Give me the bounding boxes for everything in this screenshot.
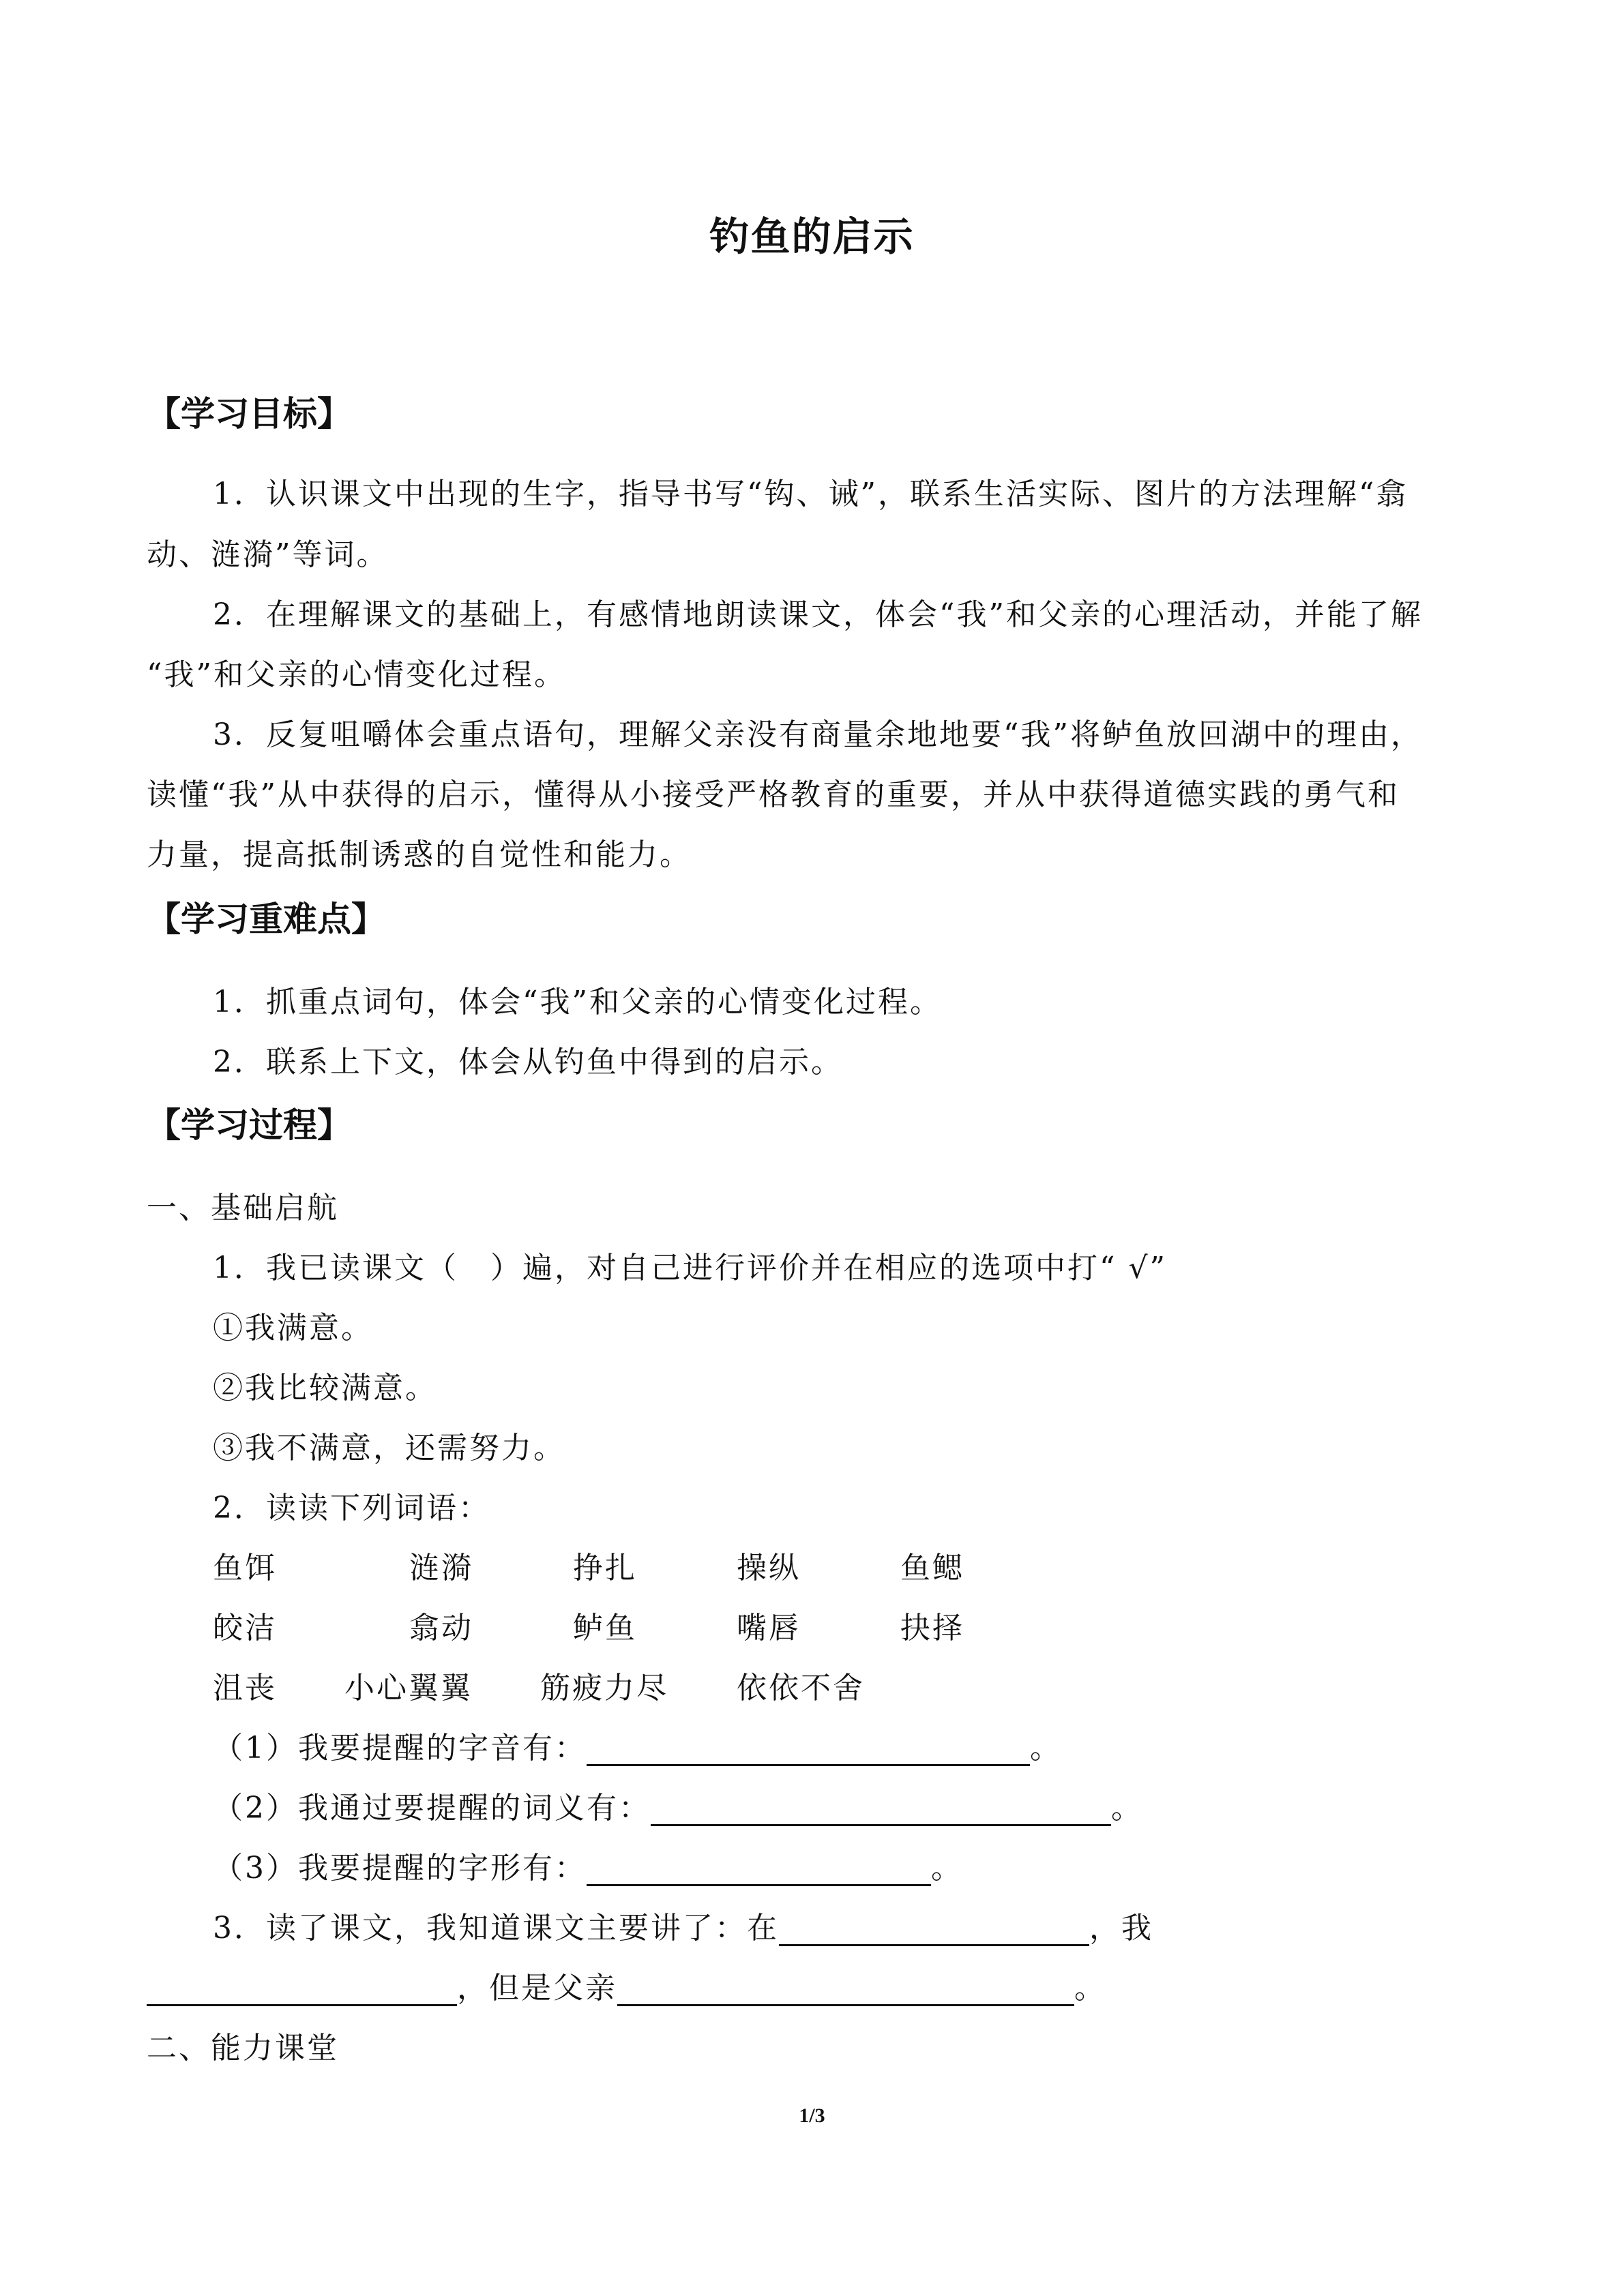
question-3-text: ，但是父亲 — [457, 1971, 617, 2006]
key-point-line: 1．抓重点词句，体会“我”和父亲的心情变化过程。 — [213, 985, 942, 1019]
vocab-word: 抉择 — [900, 1611, 964, 1645]
answer-blank[interactable] — [617, 1974, 1074, 2006]
period: 。 — [1074, 1971, 1106, 2006]
goals-heading: 【学习目标】 — [147, 394, 351, 434]
period: 。 — [1030, 1731, 1062, 1765]
vocab-word: 小心翼翼 — [344, 1671, 473, 1705]
answer-blank[interactable] — [587, 1734, 1030, 1766]
vocab-word: 依依不舍 — [737, 1671, 865, 1705]
vocab-word: 操纵 — [737, 1551, 801, 1585]
vocab-word: 沮丧 — [213, 1671, 277, 1705]
vocab-word: 涟漪 — [409, 1551, 473, 1585]
question-1: 1．我已读课文（ ）遍，对自己进行评价并在相应的选项中打“ √” — [213, 1251, 1168, 1285]
period: 。 — [931, 1851, 963, 1885]
vocab-word: 鱼鳃 — [900, 1551, 964, 1585]
key-point-line: 2．联系上下文，体会从钓鱼中得到的启示。 — [213, 1045, 843, 1079]
goal-line: 3．反复咀嚼体会重点语句，理解父亲没有商量余地地要“我”将鲈鱼放回湖中的理由， — [213, 717, 1423, 752]
question-2: 2．读读下列词语： — [213, 1491, 490, 1525]
answer-blank[interactable] — [779, 1914, 1089, 1946]
process-heading: 【学习过程】 — [147, 1105, 351, 1145]
sub-question-label: （2）我通过要提醒的词义有： — [213, 1791, 651, 1825]
vocab-word: 嘴唇 — [737, 1611, 801, 1645]
vocab-word: 挣扎 — [573, 1551, 637, 1585]
vocab-word: 鱼饵 — [213, 1551, 277, 1585]
question-3 — [213, 1913, 1153, 1943]
sub-question-2 — [213, 1793, 1143, 1823]
key-points-heading: 【学习重难点】 — [147, 899, 385, 939]
goal-line: “我”和父亲的心情变化过程。 — [147, 657, 566, 692]
goal-line: 动、涟漪”等词。 — [147, 537, 389, 572]
vocab-word: 筋疲力尽 — [540, 1671, 668, 1705]
question-3-text: ，我 — [1089, 1911, 1153, 1945]
option-item: ①我满意。 — [213, 1311, 373, 1345]
answer-blank[interactable] — [651, 1794, 1111, 1826]
sub-question-label: （1）我要提醒的字音有： — [213, 1731, 587, 1765]
option-item: ②我比较满意。 — [213, 1371, 437, 1405]
answer-blank[interactable] — [147, 1974, 457, 2006]
sub-question-3 — [213, 1853, 963, 1883]
page-title: 钓鱼的启示 — [709, 213, 915, 260]
sub-question-label: （3）我要提醒的字形有： — [213, 1851, 587, 1885]
answer-blank[interactable] — [587, 1854, 931, 1886]
goal-line: 1．认识课文中出现的生字，指导书写“钩、诫”，联系生活实际、图片的方法理解“翕 — [213, 477, 1408, 511]
period: 。 — [1111, 1791, 1143, 1825]
sub-question-1 — [213, 1733, 1062, 1763]
question-3-continued — [147, 1971, 1106, 2006]
page-number: 1/3 — [799, 2104, 825, 2127]
vocab-word: 鲈鱼 — [573, 1611, 637, 1645]
option-item: ③我不满意，还需努力。 — [213, 1431, 565, 1465]
question-3-text: 3．读了课文，我知道课文主要讲了：在 — [213, 1911, 779, 1945]
goal-line: 力量，提高抵制诱惑的自觉性和能力。 — [147, 837, 692, 872]
vocab-word: 翕动 — [409, 1611, 473, 1645]
part1-heading: 一、基础启航 — [147, 1191, 339, 1225]
vocab-word: 皎洁 — [213, 1611, 277, 1645]
goal-line: 读懂“我”从中获得的启示，懂得从小接受严格教育的重要，并从中获得道德实践的勇气和 — [147, 777, 1400, 812]
part2-heading: 二、能力课堂 — [147, 2031, 339, 2066]
goal-line: 2．在理解课文的基础上，有感情地朗读课文，体会“我”和父亲的心理活动，并能了解 — [213, 597, 1423, 632]
